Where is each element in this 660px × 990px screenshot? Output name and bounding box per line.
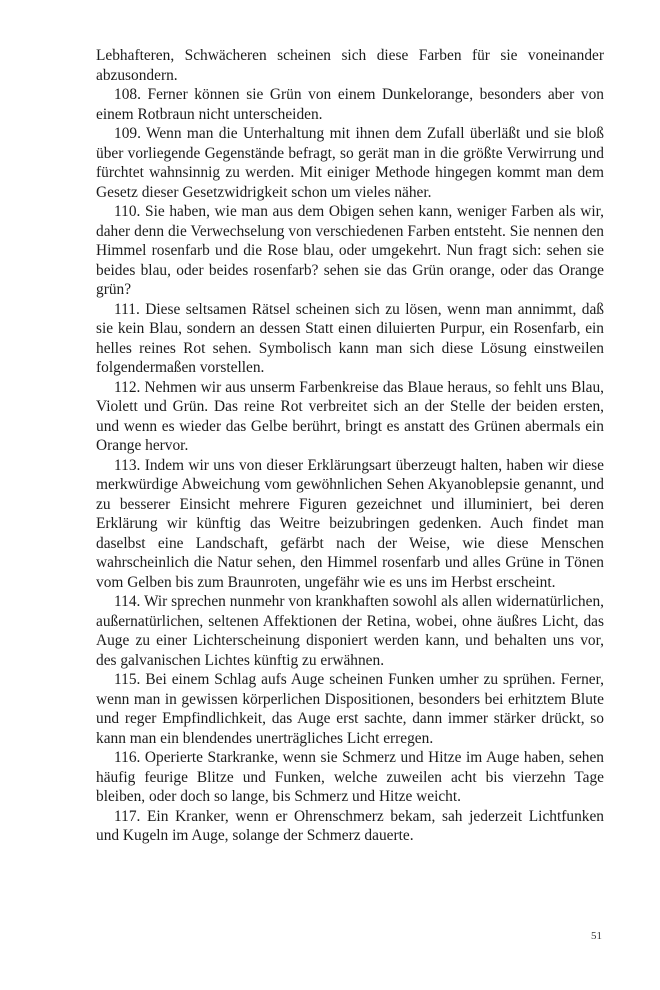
paragraph-117: 117. Ein Kranker, wenn er Ohrenschmerz bekam, sah jederzeit Lichtfunken und Kugeln im Auge, solange der Schmerz dauerte. <box>96 807 604 844</box>
page-body <box>96 46 604 846</box>
paragraph-108: 108. Ferner können sie Grün von einem Dunkelorange, besonders aber von einem Rotbraun nicht unterscheiden. <box>96 86 604 123</box>
paragraph-continued: Lebhafteren, Schwächeren scheinen sich diese Farben für sie voneinander abzusondern. <box>96 47 604 84</box>
paragraph-112: 112. Nehmen wir aus unserm Farbenkreise das Blaue heraus, so fehlt uns Blau, Violett und Grün. Das reine Rot verbreitet sich an der Stelle der beiden ersten, und wenn es wieder das Gelbe berührt, bringt es anstatt des Grünen abermals ein Orange hervor. <box>96 378 604 454</box>
paragraph-113: 113. Indem wir uns von dieser Erklärungsart überzeugt halten, haben wir diese merkwürdige Abweichung vom gewöhnlichen Sehen Akyanoblepsie genannt, und zu besserer Einsicht mehrere Figuren gezeichnet und illuminiert, bei deren Erklärung wir künftig das Weitre beizubringen gedenken. Auch findet man daselbst eine Landschaft, gefärbt nach der Weise, wie diese Menschen wahrscheinlich die Natur sehen, den Himmel rosenfarb und alles Grüne in Tönen vom Gelben bis zum Braunroten, ungefähr wie es uns im Herbst erscheint. <box>96 456 604 591</box>
paragraph-115: 115. Bei einem Schlag aufs Auge scheinen Funken umher zu sprühen. Ferner, wenn man in gewissen körperlichen Dispositionen, besonders bei erhitztem Blute und reger Empfindlichkeit, das Auge erst sachte, dann immer stärker drückt, so kann man ein blendendes unerträgliches Licht erregen. <box>96 671 604 747</box>
paragraph-110: 110. Sie haben, wie man aus dem Obigen sehen kann, weniger Farben als wir, daher denn die Verwechselung von verschiedenen Farben entsteht. Sie nennen den Himmel rosenfarb und die Rose blau, oder umgekehrt. Nun fragt sich: sehen sie beides blau, oder beides rosenfarb? sehen sie das Grün orange, oder das Orange grün? <box>96 203 604 298</box>
paragraph-109: 109. Wenn man die Unterhaltung mit ihnen dem Zufall überläßt und sie bloß über vorliegende Gegenstände befragt, so gerät man in die größte Verwirrung und fürchtet wahnsinnig zu werden. Mit einiger Methode hingegen kommt man dem Gesetz dieser Gesetzwidrigkeit schon um vieles näher. <box>96 125 604 201</box>
paragraph-111: 111. Diese seltsamen Rätsel scheinen sich zu lösen, wenn man annimmt, daß sie kein Blau, sondern an dessen Statt einen diluierten Purpur, ein Rosenfarb, ein helles reines Rot sehen. Symbolisch kann man sich diese Lösung einstweilen folgendermaßen vorstellen. <box>96 300 604 376</box>
paragraph-114: 114. Wir sprechen nunmehr von krankhaften sowohl als allen widernatürlichen, außernatürlichen, seltenen Affektionen der Retina, wobei, ohne äußres Licht, das Auge zu einer Lichterscheinung disponiert werden kann, und behalten uns vor, des galvanischen Lichtes künftig zu erwähnen. <box>96 593 604 669</box>
page-number: 51 <box>591 930 602 942</box>
paragraph-116: 116. Operierte Starkranke, wenn sie Schmerz und Hitze im Auge haben, sehen häufig feurige Blitze und Funken, welche zuweilen acht bis vierzehn Tage bleiben, oder doch so lange, bis Schmerz und Hitze weicht. <box>96 749 604 805</box>
